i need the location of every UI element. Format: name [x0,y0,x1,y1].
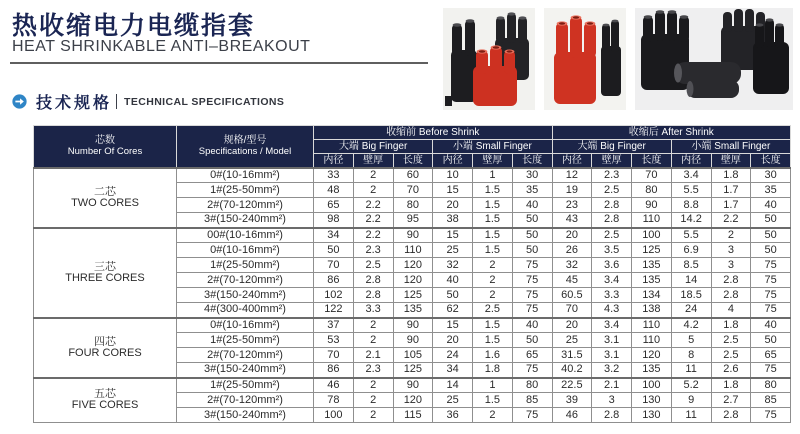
value-cell: 80 [393,198,433,213]
value-cell: 78 [314,393,354,408]
value-cell: 35 [751,183,791,198]
col-header-big-finger: 大端 Big Finger [314,140,433,154]
value-cell: 34 [314,228,354,243]
value-cell: 40 [433,273,473,288]
value-cell: 75 [512,288,552,303]
value-cell: 1.5 [473,243,513,258]
value-cell: 80 [632,183,672,198]
col-header-spec-en: Specifications / Model [198,145,292,157]
model-cell: 00#(10-16mm²) [177,228,314,243]
cores-group-label-zh: 五芯 [94,388,116,401]
cores-group-cell [34,168,177,228]
value-cell: 14.2 [671,213,711,228]
value-cell: 1 [473,168,513,183]
value-cell: 35 [512,183,552,198]
cores-group-label-zh: 四芯 [94,335,116,348]
value-cell: 75 [751,408,791,423]
spec-table-head [34,126,791,168]
value-cell: 15 [433,318,473,333]
value-cell: 3 [711,258,751,273]
col-header-small-finger: 小端 Small Finger [433,140,552,154]
value-cell: 1.8 [473,363,513,378]
value-cell: 2 [353,408,393,423]
value-cell: 31.5 [552,348,592,363]
value-cell: 43 [552,213,592,228]
value-cell: 2 [473,258,513,273]
col-header-wall-thickness: 壁厚 [473,154,513,168]
value-cell: 86 [314,273,354,288]
value-cell: 3.1 [592,333,632,348]
value-cell: 2 [353,393,393,408]
col-header-inner-diameter: 内径 [433,154,473,168]
value-cell: 20 [552,318,592,333]
value-cell: 75 [751,258,791,273]
value-cell: 1.5 [473,183,513,198]
value-cell: 3.6 [592,258,632,273]
value-cell: 125 [632,243,672,258]
value-cell: 130 [632,393,672,408]
value-cell: 15 [433,183,473,198]
product-photo-black-red-boots [443,8,535,110]
value-cell: 65 [751,348,791,363]
value-cell: 60 [393,168,433,183]
section-header [12,90,284,113]
value-cell: 50 [751,228,791,243]
value-cell: 120 [632,348,672,363]
value-cell: 1.5 [473,393,513,408]
value-cell: 110 [632,333,672,348]
value-cell: 3 [592,393,632,408]
value-cell: 40 [751,198,791,213]
value-cell: 2.5 [353,258,393,273]
value-cell: 125 [393,363,433,378]
col-header-cores-en: Number Of Cores [67,145,143,157]
value-cell: 1 [473,378,513,393]
table-row [34,318,791,333]
value-cell: 2 [353,333,393,348]
value-cell: 110 [632,318,672,333]
value-cell: 135 [632,363,672,378]
value-cell: 1.8 [711,318,751,333]
value-cell: 85 [751,393,791,408]
value-cell: 2 [473,408,513,423]
value-cell: 1.5 [473,318,513,333]
value-cell: 2.8 [592,213,632,228]
model-cell: 3#(150-240mm²) [177,288,314,303]
value-cell: 8.8 [671,198,711,213]
spec-table [33,125,791,423]
model-cell: 3#(150-240mm²) [177,213,314,228]
value-cell: 2 [353,168,393,183]
value-cell: 2.5 [592,228,632,243]
value-cell: 70 [552,303,592,318]
value-cell: 70 [632,168,672,183]
value-cell: 1.5 [473,228,513,243]
value-cell: 4 [711,303,751,318]
value-cell: 2 [473,273,513,288]
product-photo-black-boots-group [635,8,793,110]
value-cell: 10 [433,168,473,183]
value-cell: 50 [512,243,552,258]
value-cell: 65 [512,348,552,363]
header-row-1 [34,126,791,140]
spec-table-body [34,168,791,423]
value-cell: 3.4 [592,273,632,288]
value-cell: 50 [314,243,354,258]
value-cell: 14 [433,378,473,393]
value-cell: 105 [393,348,433,363]
value-cell: 36 [433,408,473,423]
value-cell: 40 [751,318,791,333]
value-cell: 3.1 [592,348,632,363]
value-cell: 130 [632,408,672,423]
value-cell: 1.5 [473,333,513,348]
value-cell: 75 [512,258,552,273]
title-divider [10,62,428,64]
value-cell: 2.1 [592,378,632,393]
value-cell: 2.5 [711,348,751,363]
col-header-length: 长度 [632,154,672,168]
value-cell: 98 [314,213,354,228]
value-cell: 50 [512,228,552,243]
value-cell: 25 [433,393,473,408]
value-cell: 2.2 [353,198,393,213]
value-cell: 2.3 [592,168,632,183]
col-header-cores-zh: 芯数 [95,135,115,147]
value-cell: 3.3 [592,288,632,303]
value-cell: 1.8 [711,378,751,393]
value-cell: 14 [671,273,711,288]
value-cell: 100 [314,408,354,423]
col-header-length: 长度 [393,154,433,168]
value-cell: 9 [671,393,711,408]
value-cell: 2.2 [353,213,393,228]
value-cell: 110 [632,213,672,228]
value-cell: 32 [433,258,473,273]
value-cell: 1.7 [711,183,751,198]
value-cell: 90 [393,318,433,333]
value-cell: 19 [552,183,592,198]
section-title-en: TECHNICAL SPECIFICATIONS [124,95,285,108]
value-cell: 40 [512,198,552,213]
value-cell: 70 [314,258,354,273]
model-cell: 2#(70-120mm²) [177,348,314,363]
value-cell: 2.8 [592,198,632,213]
value-cell: 90 [393,378,433,393]
value-cell: 40.2 [552,363,592,378]
page-title-zh: 热收缩电力电缆指套 [12,12,256,40]
value-cell: 25 [433,243,473,258]
value-cell: 2.2 [711,213,751,228]
value-cell: 65 [314,198,354,213]
value-cell: 50 [751,333,791,348]
value-cell: 2 [353,183,393,198]
table-row [34,378,791,393]
model-cell: 1#(25-50mm²) [177,333,314,348]
model-cell: 2#(70-120mm²) [177,198,314,213]
value-cell: 38 [433,213,473,228]
value-cell: 75 [751,303,791,318]
value-cell: 4.3 [592,303,632,318]
cores-group-label-en: THREE CORES [65,271,145,284]
value-cell: 2 [711,228,751,243]
model-cell: 4#(300-400mm²) [177,303,314,318]
value-cell: 2 [353,318,393,333]
col-header-inner-diameter: 内径 [314,154,354,168]
section-title-divider [116,94,117,109]
cores-group-label-en: TWO CORES [71,196,139,209]
value-cell: 2.3 [353,243,393,258]
value-cell: 1.7 [711,198,751,213]
value-cell: 2.3 [353,363,393,378]
value-cell: 3.3 [353,303,393,318]
col-header-big-finger: 大端 Big Finger [552,140,671,154]
value-cell: 26 [552,243,592,258]
value-cell: 2.7 [711,393,751,408]
value-cell: 20 [433,198,473,213]
value-cell: 120 [393,273,433,288]
value-cell: 135 [393,303,433,318]
value-cell: 34 [433,363,473,378]
col-header-spec [177,126,314,168]
value-cell: 12 [552,168,592,183]
value-cell: 2.8 [711,408,751,423]
value-cell: 3.4 [592,318,632,333]
value-cell: 2 [473,288,513,303]
value-cell: 45 [552,273,592,288]
value-cell: 25 [552,333,592,348]
col-header-wall-thickness: 壁厚 [711,154,751,168]
value-cell: 8.5 [671,258,711,273]
model-cell: 1#(25-50mm²) [177,258,314,273]
value-cell: 3.4 [671,168,711,183]
value-cell: 1.5 [473,213,513,228]
cores-group-label-en: FOUR CORES [68,346,142,359]
value-cell: 4.2 [671,318,711,333]
value-cell: 50 [512,333,552,348]
value-cell: 20 [552,228,592,243]
value-cell: 100 [632,228,672,243]
col-header-inner-diameter: 内径 [552,154,592,168]
product-photo-red-boot [544,8,626,110]
value-cell: 53 [314,333,354,348]
col-header-length: 长度 [512,154,552,168]
model-cell: 1#(25-50mm²) [177,183,314,198]
value-cell: 70 [314,348,354,363]
col-header-inner-diameter: 内径 [671,154,711,168]
model-cell: 3#(150-240mm²) [177,363,314,378]
value-cell: 5.2 [671,378,711,393]
value-cell: 100 [632,378,672,393]
value-cell: 90 [393,228,433,243]
value-cell: 80 [512,378,552,393]
value-cell: 75 [751,273,791,288]
value-cell: 2.8 [711,288,751,303]
value-cell: 2.5 [592,183,632,198]
value-cell: 18.5 [671,288,711,303]
value-cell: 75 [512,408,552,423]
model-cell: 0#(10-16mm²) [177,243,314,258]
value-cell: 5 [671,333,711,348]
model-cell: 0#(10-16mm²) [177,168,314,183]
value-cell: 2.6 [711,363,751,378]
value-cell: 11 [671,408,711,423]
value-cell: 70 [393,183,433,198]
page-title-en: HEAT SHRINKABLE ANTI–BREAKOUT [12,38,311,55]
section-bullet-icon [12,94,27,109]
col-header-after-shrink: 收缩后 After Shrink [552,126,791,140]
value-cell: 120 [393,393,433,408]
value-cell: 135 [632,273,672,288]
value-cell: 135 [632,258,672,273]
model-cell: 1#(25-50mm²) [177,378,314,393]
cores-group-label-zh: 三芯 [94,260,116,273]
model-cell: 0#(10-16mm²) [177,318,314,333]
col-header-before-shrink: 收缩前 Before Shrink [314,126,553,140]
value-cell: 46 [314,378,354,393]
value-cell: 8 [671,348,711,363]
value-cell: 2.2 [353,228,393,243]
table-row [34,168,791,183]
value-cell: 62 [433,303,473,318]
value-cell: 5.5 [671,228,711,243]
value-cell: 85 [512,393,552,408]
product-photos [443,8,793,110]
value-cell: 120 [393,258,433,273]
cores-group-cell [34,228,177,318]
value-cell: 50 [751,213,791,228]
value-cell: 2.5 [711,333,751,348]
value-cell: 102 [314,288,354,303]
value-cell: 48 [314,183,354,198]
value-cell: 30 [751,168,791,183]
value-cell: 134 [632,288,672,303]
value-cell: 75 [751,288,791,303]
table-row [34,228,791,243]
cores-group-label-en: FIVE CORES [71,399,139,412]
value-cell: 80 [751,378,791,393]
value-cell: 86 [314,363,354,378]
value-cell: 95 [393,213,433,228]
section-title-zh: 技术规格 [36,95,113,112]
value-cell: 1.6 [473,348,513,363]
value-cell: 37 [314,318,354,333]
value-cell: 75 [751,363,791,378]
model-cell: 3#(150-240mm²) [177,408,314,423]
value-cell: 24 [433,348,473,363]
value-cell: 33 [314,168,354,183]
value-cell: 3 [711,243,751,258]
value-cell: 40 [512,318,552,333]
value-cell: 122 [314,303,354,318]
col-header-spec-zh: 规格/型号 [223,135,267,147]
value-cell: 6.9 [671,243,711,258]
value-cell: 2.1 [353,348,393,363]
value-cell: 23 [552,198,592,213]
cores-group-cell [34,318,177,378]
value-cell: 50 [512,213,552,228]
value-cell: 39 [552,393,592,408]
value-cell: 2.8 [353,273,393,288]
value-cell: 22.5 [552,378,592,393]
col-header-length: 长度 [751,154,791,168]
value-cell: 2.8 [353,288,393,303]
col-header-wall-thickness: 壁厚 [592,154,632,168]
value-cell: 2.8 [592,408,632,423]
col-header-small-finger: 小端 Small Finger [671,140,790,154]
col-header-cores [34,126,177,168]
value-cell: 50 [433,288,473,303]
value-cell: 5.5 [671,183,711,198]
value-cell: 75 [512,363,552,378]
value-cell: 2 [353,378,393,393]
value-cell: 50 [751,243,791,258]
value-cell: 1.8 [711,168,751,183]
value-cell: 75 [512,273,552,288]
value-cell: 90 [393,333,433,348]
value-cell: 1.5 [473,198,513,213]
value-cell: 60.5 [552,288,592,303]
value-cell: 2.8 [711,273,751,288]
value-cell: 11 [671,363,711,378]
col-header-wall-thickness: 壁厚 [353,154,393,168]
value-cell: 3.2 [592,363,632,378]
value-cell: 110 [393,243,433,258]
value-cell: 115 [393,408,433,423]
value-cell: 125 [393,288,433,303]
value-cell: 24 [671,303,711,318]
value-cell: 75 [512,303,552,318]
model-cell: 2#(70-120mm²) [177,273,314,288]
model-cell: 2#(70-120mm²) [177,393,314,408]
cores-group-cell [34,378,177,423]
value-cell: 2.5 [473,303,513,318]
value-cell: 138 [632,303,672,318]
value-cell: 32 [552,258,592,273]
value-cell: 20 [433,333,473,348]
value-cell: 90 [632,198,672,213]
value-cell: 3.5 [592,243,632,258]
value-cell: 46 [552,408,592,423]
cores-group-label-zh: 二芯 [94,185,116,198]
value-cell: 30 [512,168,552,183]
value-cell: 15 [433,228,473,243]
